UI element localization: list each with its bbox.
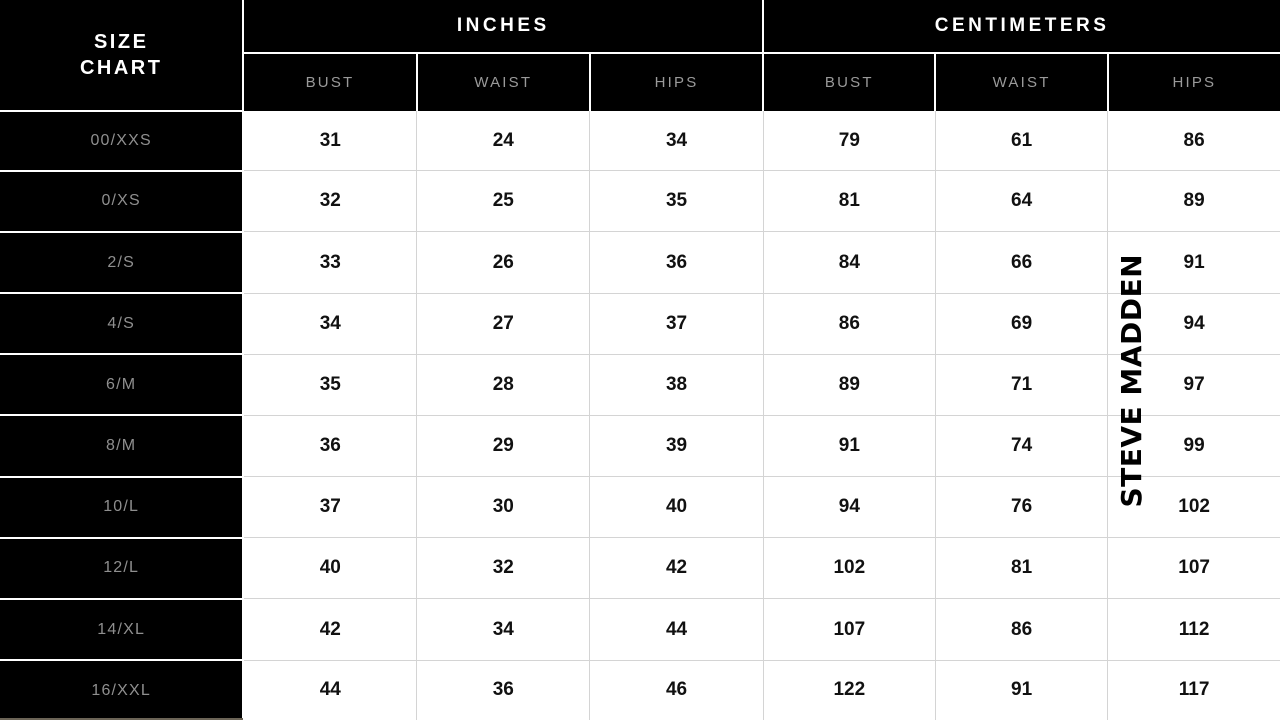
value-waist-inches: 26 xyxy=(417,232,590,293)
value-waist-inches: 28 xyxy=(417,354,590,415)
size-label: 10/L xyxy=(0,477,243,538)
value-bust-cm: 91 xyxy=(763,415,935,476)
size-label: 4/S xyxy=(0,293,243,354)
size-label: 2/S xyxy=(0,232,243,293)
value-waist-inches: 25 xyxy=(417,171,590,232)
value-bust-cm: 81 xyxy=(763,171,935,232)
table-row xyxy=(0,354,1280,415)
size-chart-title xyxy=(0,0,243,111)
size-label: 00/XXS xyxy=(0,111,243,171)
size-label: 6/M xyxy=(0,354,243,415)
value-hips-cm: 91 xyxy=(1108,232,1280,293)
brand-wordmark-text: STEVE MADDEN xyxy=(1114,253,1148,508)
size-label: 0/XS xyxy=(0,171,243,232)
value-hips-cm: 86 xyxy=(1108,111,1280,171)
size-chart-title-line2: CHART xyxy=(79,57,163,79)
table-row xyxy=(0,111,1280,171)
value-hips-cm: 97 xyxy=(1108,354,1280,415)
value-bust-inches: 31 xyxy=(243,111,416,171)
value-waist-cm: 66 xyxy=(935,232,1107,293)
value-waist-cm: 69 xyxy=(935,293,1107,354)
table-row xyxy=(0,415,1280,476)
value-hips-inches: 35 xyxy=(590,171,763,232)
value-hips-inches: 34 xyxy=(590,111,763,171)
value-waist-inches: 36 xyxy=(417,660,590,720)
table-row xyxy=(0,538,1280,599)
value-hips-cm: 107 xyxy=(1108,538,1280,599)
value-bust-inches: 37 xyxy=(243,477,416,538)
value-bust-cm: 86 xyxy=(763,293,935,354)
value-bust-inches: 35 xyxy=(243,354,416,415)
value-hips-inches: 38 xyxy=(590,354,763,415)
value-waist-inches: 30 xyxy=(417,477,590,538)
value-hips-inches: 39 xyxy=(590,415,763,476)
value-waist-cm: 74 xyxy=(935,415,1107,476)
value-hips-inches: 36 xyxy=(590,232,763,293)
size-label: 14/XL xyxy=(0,599,243,660)
value-waist-cm: 81 xyxy=(935,538,1107,599)
value-bust-cm: 84 xyxy=(763,232,935,293)
column-header-bust-inches: BUST xyxy=(243,53,416,111)
table-row xyxy=(0,293,1280,354)
table-row xyxy=(0,232,1280,293)
value-waist-inches: 34 xyxy=(417,599,590,660)
column-header-waist-inches: WAIST xyxy=(417,53,590,111)
value-bust-inches: 42 xyxy=(243,599,416,660)
value-waist-inches: 32 xyxy=(417,538,590,599)
value-bust-cm: 107 xyxy=(763,599,935,660)
value-hips-cm: 89 xyxy=(1108,171,1280,232)
value-hips-inches: 44 xyxy=(590,599,763,660)
value-hips-inches: 42 xyxy=(590,538,763,599)
value-bust-inches: 40 xyxy=(243,538,416,599)
value-hips-inches: 37 xyxy=(590,293,763,354)
column-header-hips-inches: HIPS xyxy=(590,53,763,111)
column-header-hips-cm: HIPS xyxy=(1108,53,1280,111)
table-row xyxy=(0,599,1280,660)
unit-header-centimeters: CENTIMETERS xyxy=(763,0,1280,53)
value-hips-cm: 117 xyxy=(1108,660,1280,720)
value-waist-cm: 76 xyxy=(935,477,1107,538)
value-hips-cm: 99 xyxy=(1108,415,1280,476)
value-waist-cm: 91 xyxy=(935,660,1107,720)
value-hips-inches: 46 xyxy=(590,660,763,720)
value-hips-cm: 94 xyxy=(1108,293,1280,354)
value-waist-cm: 86 xyxy=(935,599,1107,660)
table-header xyxy=(0,0,1280,111)
value-bust-inches: 32 xyxy=(243,171,416,232)
size-label: 8/M xyxy=(0,415,243,476)
value-waist-cm: 71 xyxy=(935,354,1107,415)
value-waist-inches: 24 xyxy=(417,111,590,171)
table-row xyxy=(0,477,1280,538)
value-bust-cm: 122 xyxy=(763,660,935,720)
value-hips-cm: 112 xyxy=(1108,599,1280,660)
unit-header-inches: INCHES xyxy=(243,0,763,53)
value-bust-cm: 89 xyxy=(763,354,935,415)
value-waist-cm: 61 xyxy=(935,111,1107,171)
value-bust-inches: 36 xyxy=(243,415,416,476)
value-bust-inches: 34 xyxy=(243,293,416,354)
size-label: 12/L xyxy=(0,538,243,599)
table-body xyxy=(0,111,1280,720)
value-hips-cm: 102 xyxy=(1108,477,1280,538)
value-bust-cm: 79 xyxy=(763,111,935,171)
value-waist-inches: 27 xyxy=(417,293,590,354)
value-bust-inches: 44 xyxy=(243,660,416,720)
value-hips-inches: 40 xyxy=(590,477,763,538)
table-row xyxy=(0,660,1280,720)
value-waist-inches: 29 xyxy=(417,415,590,476)
size-label: 16/XXL xyxy=(0,660,243,720)
column-header-waist-cm: WAIST xyxy=(935,53,1107,111)
value-bust-cm: 102 xyxy=(763,538,935,599)
column-header-bust-cm: BUST xyxy=(763,53,935,111)
size-chart-title-line1: SIZE xyxy=(93,31,149,53)
table-row xyxy=(0,171,1280,232)
value-waist-cm: 64 xyxy=(935,171,1107,232)
value-bust-cm: 94 xyxy=(763,477,935,538)
value-bust-inches: 33 xyxy=(243,232,416,293)
